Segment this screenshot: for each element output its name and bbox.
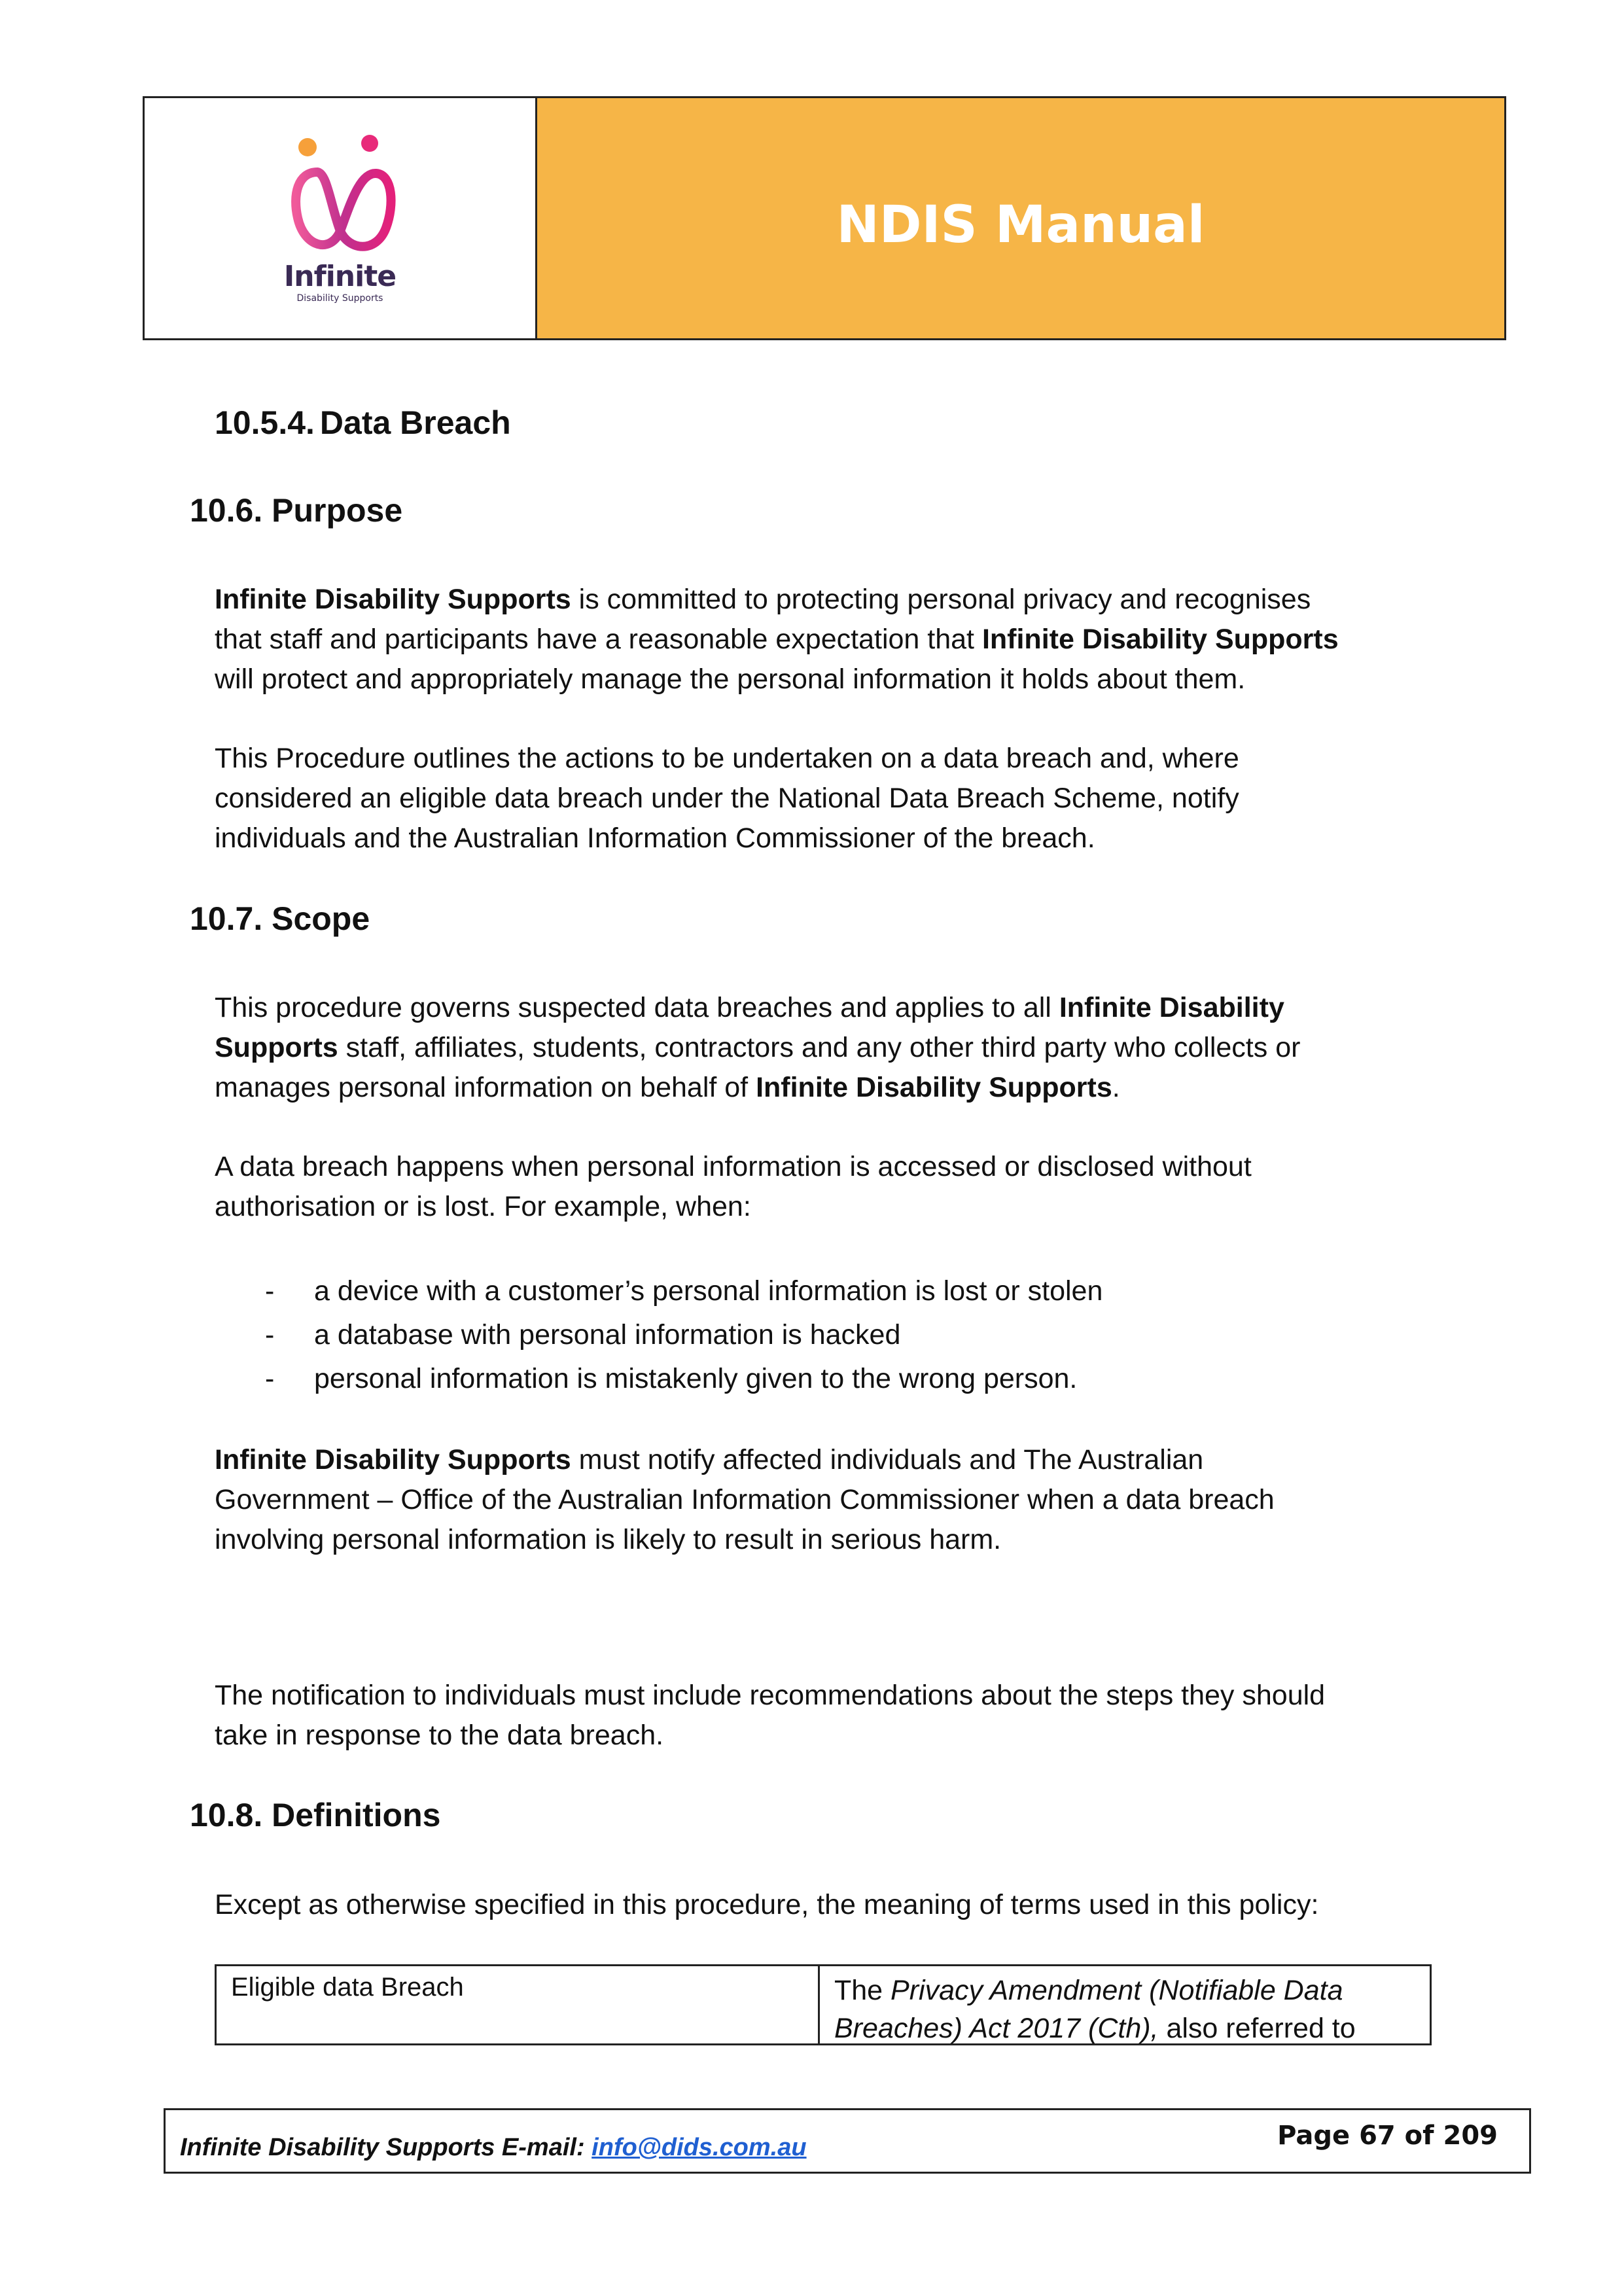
page-header: [143, 96, 1506, 340]
heading-10-6-purpose: 10.6. Purpose: [190, 492, 403, 529]
purpose-paragraph-2: This Procedure outlines the actions to be undertaken on a data breach and, where considered an eligible data breach under the National Data Breach Scheme, notify individuals and the Australian Information Commissioner of the breach.: [215, 743, 1239, 854]
table-cell-term: Eligible data Breach: [217, 1966, 820, 2043]
list-item: - a database with personal information is hacked: [265, 1319, 901, 1351]
page-title: NDIS Manual: [836, 195, 1205, 255]
scope-paragraph-2: A data breach happens when personal information is accessed or disclosed without authorisation or is lost. For example, when:: [215, 1151, 1252, 1222]
scope-paragraph-3: Infinite Disability Supports must notify affected individuals and The Australian Government – Office of the Australian Information Commissioner when a data breach involving personal information is likely to result in serious harm.: [215, 1444, 1275, 1555]
heading-10-5-4: [215, 404, 511, 442]
logo-subtitle: Disability Supports: [296, 293, 383, 304]
page-number: Page 67 of 209: [1277, 2121, 1498, 2151]
table-cell-definition: The Privacy Amendment (Notifiable Data Breaches) Act 2017 (Cth), also referred to: [834, 1975, 1356, 2044]
scope-paragraph-4: The notification to individuals must include recommendations about the steps they should take in response to the data breach.: [215, 1680, 1326, 1751]
company-logo: [278, 133, 402, 304]
footer-contact: Infinite Disability Supports E-mail: info@dids.com.au: [180, 2134, 807, 2161]
heading-10-8-definitions: 10.8. Definitions: [190, 1797, 441, 1833]
heading-number: 10.5.4.: [215, 404, 315, 441]
logo-wordmark: Infinite: [283, 260, 397, 293]
example-bullet-list: [216, 1269, 1459, 1401]
logo-cell: [145, 98, 537, 338]
email-link[interactable]: info@dids.com.au: [591, 2134, 807, 2161]
list-item: - a device with a customer’s personal information is lost or stolen: [265, 1275, 1103, 1307]
purpose-paragraph-1: Infinite Disability Supports is committed to protecting personal privacy and recognises that staff and participants have a reasonable expectation that Infinite Disability Supports will protect and appropriately manage the personal information it holds about them.: [215, 584, 1339, 695]
heading-10-7-scope: 10.7. Scope: [190, 900, 370, 937]
definitions-intro: Except as otherwise specified in this procedure, the meaning of terms used in this policy:: [215, 1889, 1319, 1920]
page-footer: [164, 2108, 1531, 2174]
header-title-cell: [537, 98, 1504, 338]
scope-paragraph-1: This procedure governs suspected data breaches and applies to all Infinite Disability Supports staff, affiliates, students, contractors and any other third party who collects or manages personal information on behalf of Infinite Disability Supports.: [215, 992, 1301, 1103]
list-item: - personal information is mistakenly given to the wrong person.: [265, 1363, 1078, 1394]
definitions-table: [215, 1964, 1432, 2045]
infinity-logo-icon: [278, 133, 402, 264]
heading-text: Data Breach: [319, 404, 511, 441]
